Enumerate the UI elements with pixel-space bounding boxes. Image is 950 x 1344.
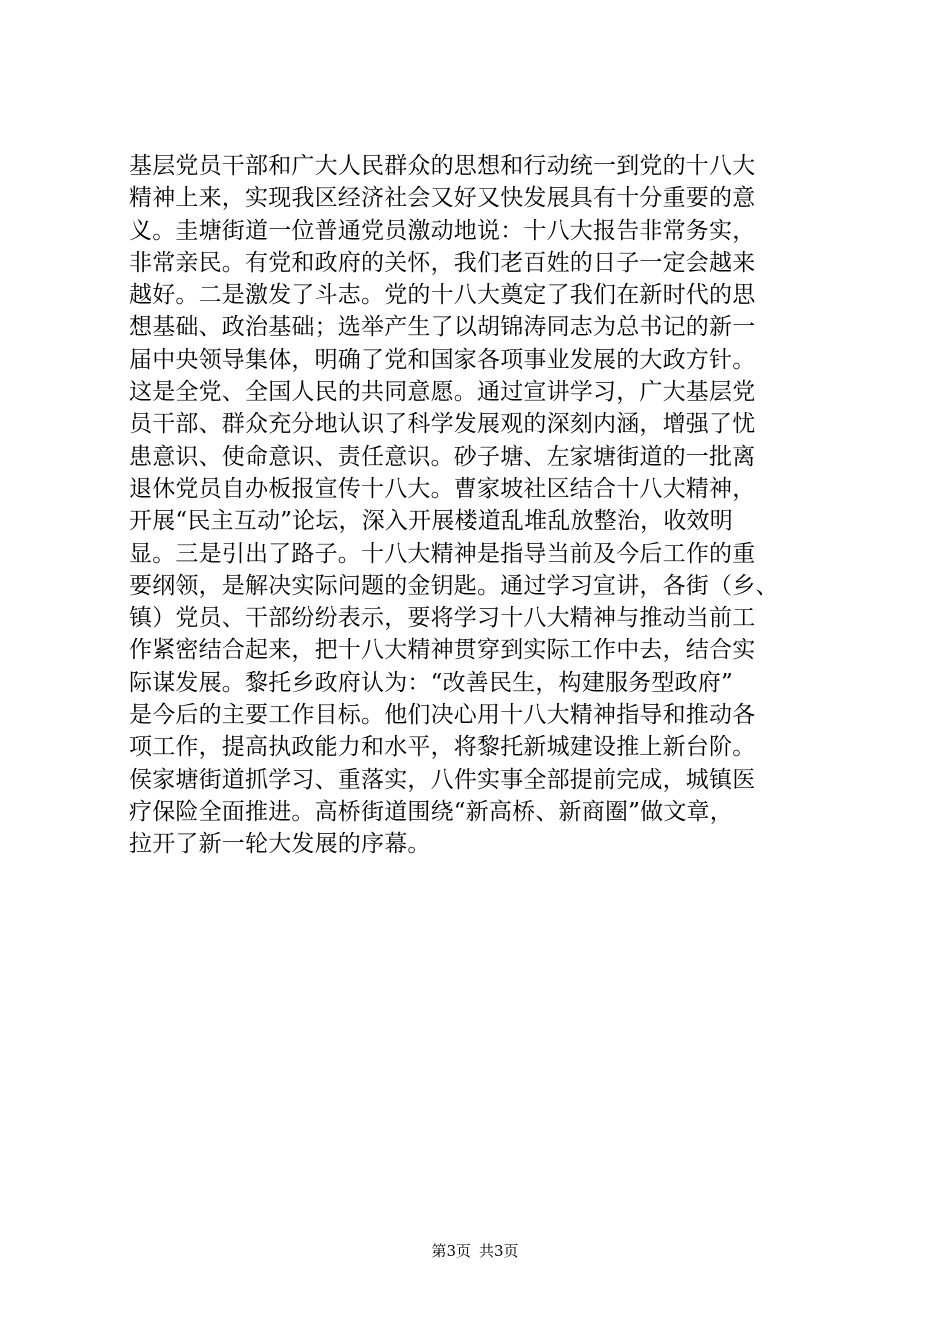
text-line: 患意识、使命意识、责任意识。砂子塘、左家塘街道的一批离 <box>129 443 756 470</box>
text-line: 退休党员自办板报宣传十八大。曹家坡社区结合十八大精神， <box>129 475 756 502</box>
text-line: 届中央领导集体，明确了党和国家各项事业发展的大政方针。 <box>129 346 756 373</box>
text-line: 际谋发展。黎托乡政府认为：“改善民生，构建服务型政府” <box>129 669 733 696</box>
text-line: 要纲领，是解决实际问题的金钥匙。通过学习宣讲，各街（乡、 <box>129 572 779 599</box>
text-line: 越好。二是激发了斗志。党的十八大奠定了我们在新时代的思 <box>129 282 756 309</box>
text-line: 开展“民主互动”论坛，深入开展楼道乱堆乱放整治，收效明 <box>129 508 733 535</box>
text-line: 精神上来，实现我区经济社会又好又快发展具有十分重要的意 <box>129 185 756 212</box>
body-paragraph <box>129 150 829 861</box>
page-footer <box>0 1241 950 1261</box>
text-line: 基层党员干部和广大人民群众的思想和行动统一到党的十八大 <box>129 153 756 179</box>
text-line: 拉开了新一轮大发展的序幕。 <box>129 831 431 858</box>
text-line: 显。三是引出了路子。十八大精神是指导当前及今后工作的重 <box>129 540 756 567</box>
page-number: 第3页 <box>431 1242 471 1260</box>
text-line: 疗保险全面推进。高桥街道围绕“新高桥、新商圈”做文章， <box>129 798 733 825</box>
text-line: 是今后的主要工作目标。他们决心用十八大精神指导和推动各 <box>129 702 756 729</box>
text-line: 非常亲民。有党和政府的关怀，我们老百姓的日子一定会越来 <box>129 249 756 276</box>
text-line: 镇）党员、干部纷纷表示，要将学习十八大精神与推动当前工 <box>129 605 756 632</box>
text-line: 义。圭塘街道一位普通党员激动地说：十八大报告非常务实， <box>129 217 756 244</box>
text-line: 这是全党、全国人民的共同意愿。通过宣讲学习，广大基层党 <box>129 379 756 406</box>
page-total: 共3页 <box>479 1242 519 1260</box>
text-line: 项工作，提高执政能力和水平，将黎托新城建设推上新台阶。 <box>129 734 756 761</box>
text-line: 想基础、政治基础；选举产生了以胡锦涛同志为总书记的新一 <box>129 314 756 341</box>
text-line: 员干部、群众充分地认识了科学发展观的深刻内涵，增强了忧 <box>129 411 756 438</box>
text-line: 作紧密结合起来，把十八大精神贯穿到实际工作中去，结合实 <box>129 637 756 664</box>
text-line: 侯家塘街道抓学习、重落实，八件实事全部提前完成，城镇医 <box>129 766 756 793</box>
